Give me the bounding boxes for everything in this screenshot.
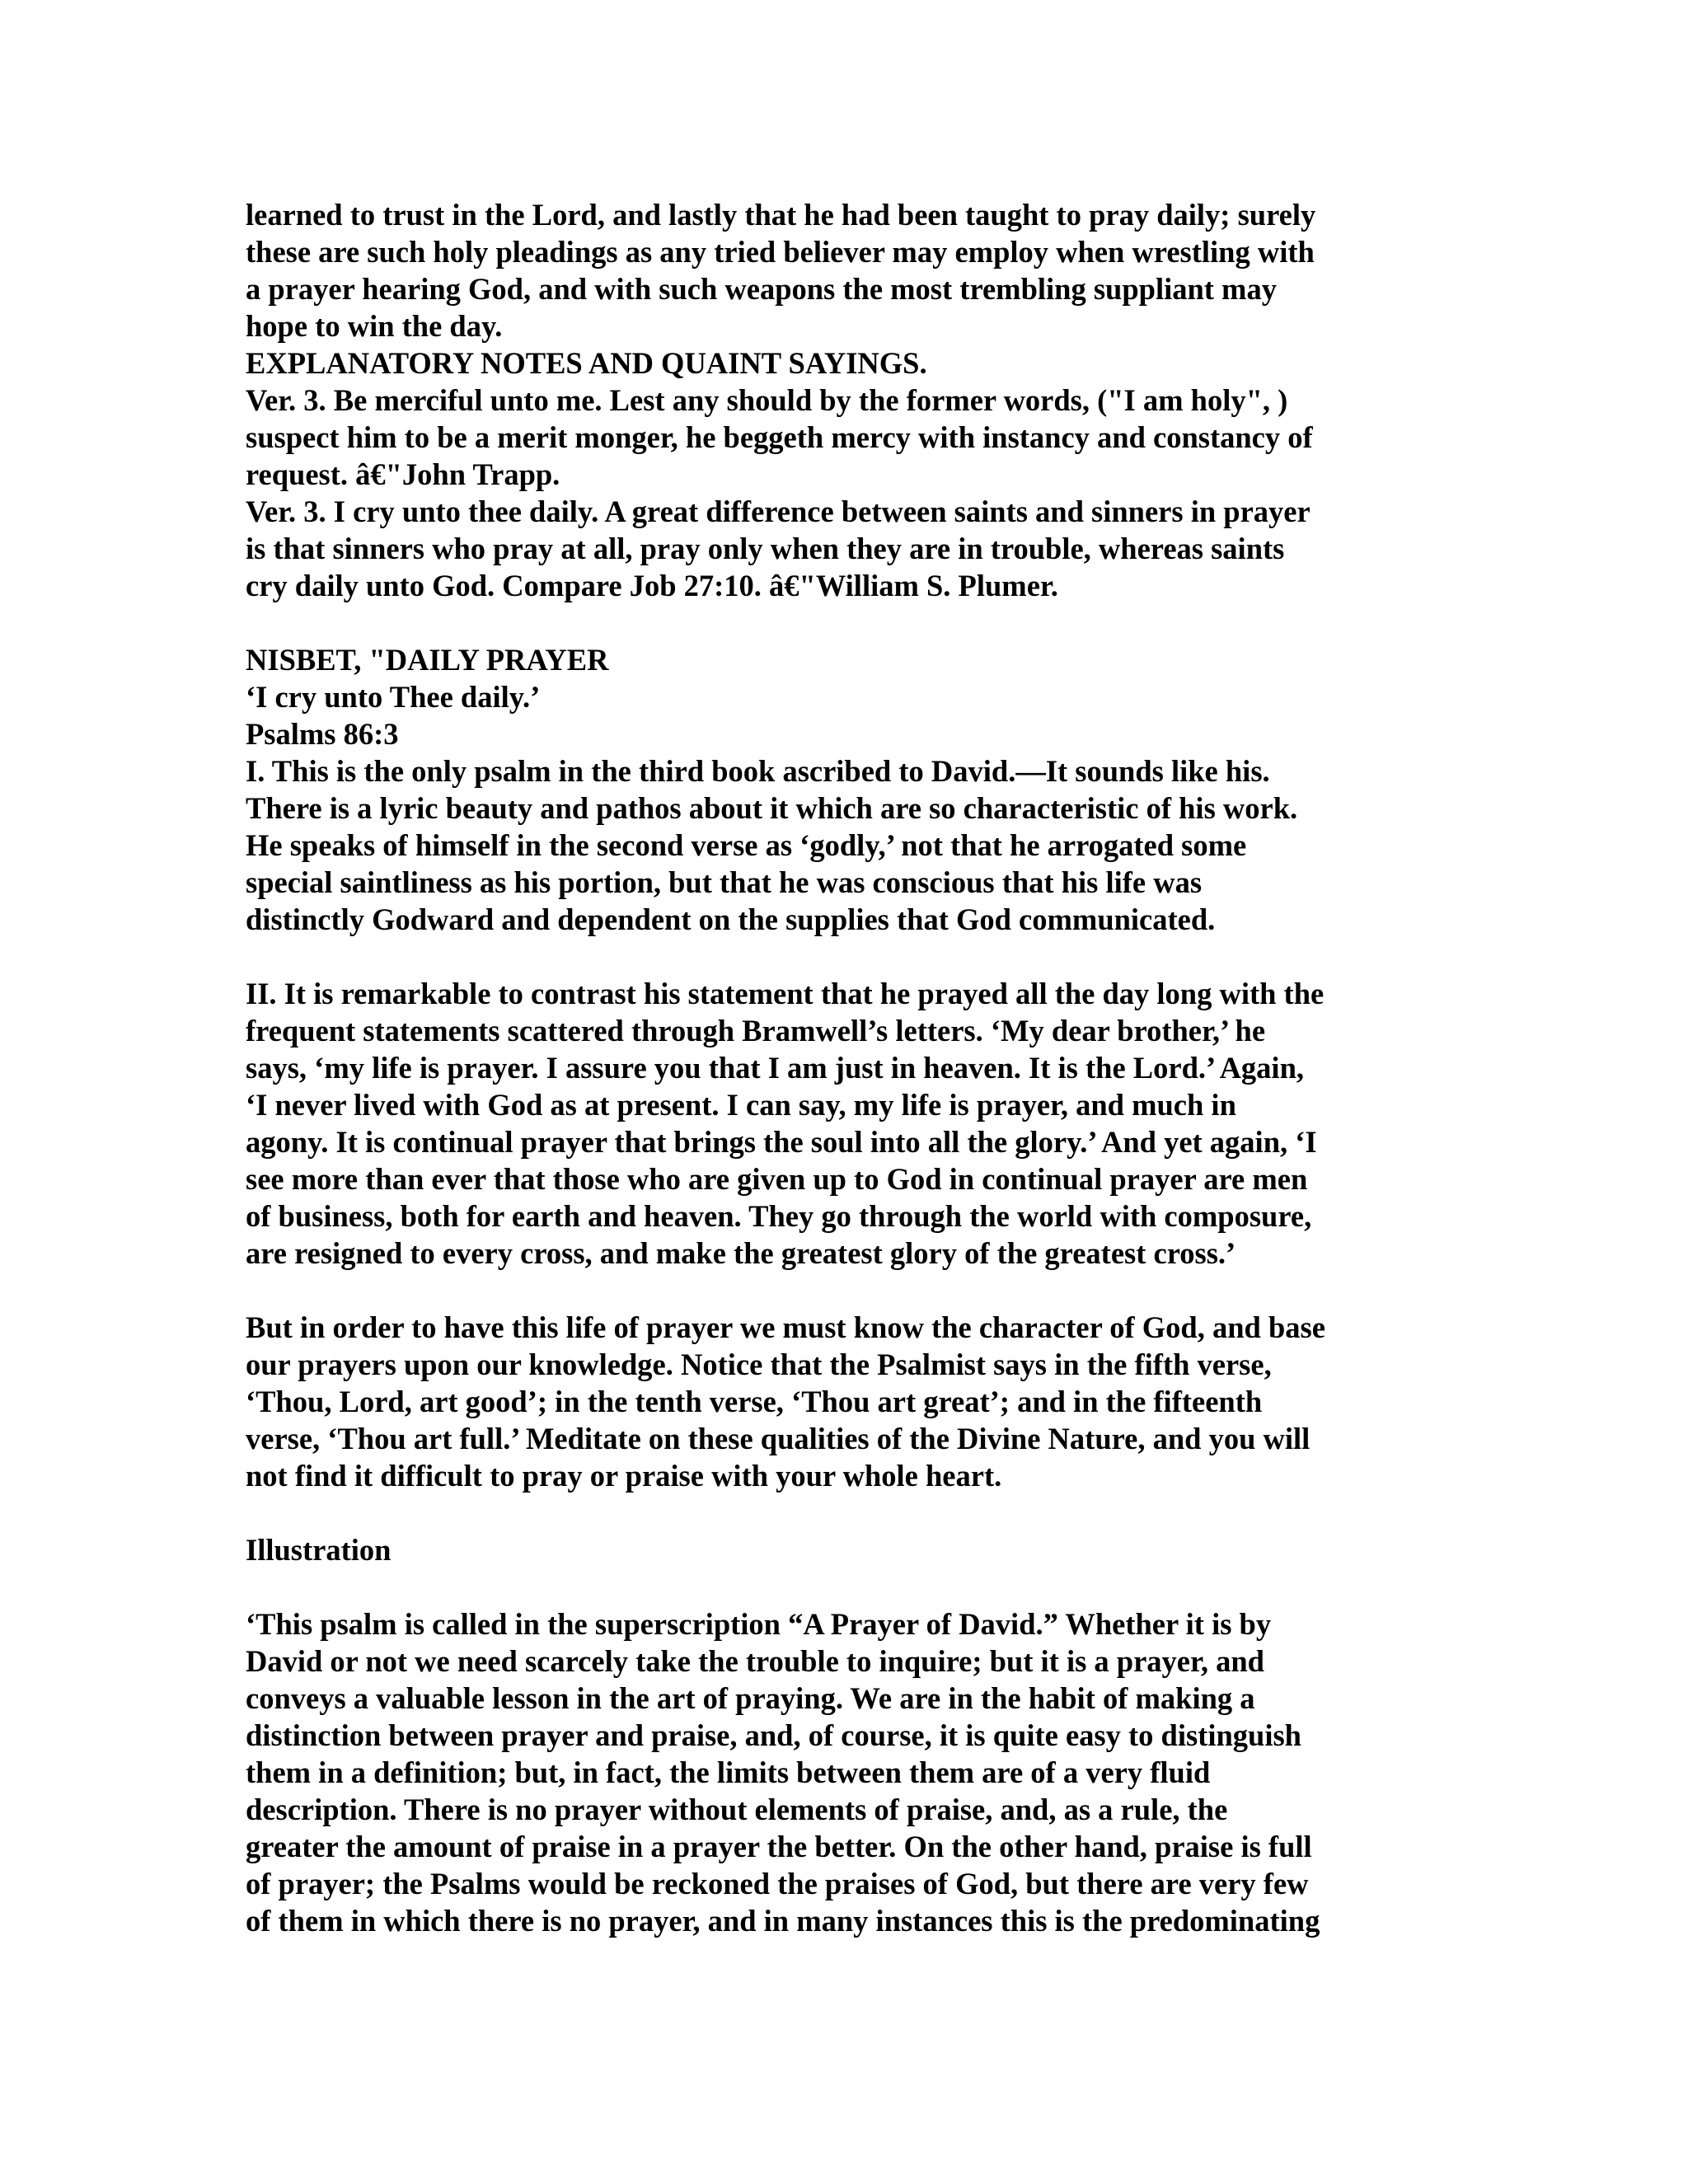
page-text (246, 196, 1432, 1939)
paragraph-two (246, 975, 1432, 1272)
text-line: ‘I cry unto Thee daily.’ (246, 680, 541, 714)
paragraph-intro (246, 196, 1432, 344)
text-line: of business, both for earth and heaven. They go through the world with composure, (246, 1199, 1312, 1233)
text-line: is that sinners who pray at all, pray only when they are in trouble, whereas saints (246, 532, 1285, 565)
paragraph-illustration (246, 1605, 1432, 1939)
nisbet-heading (246, 641, 1432, 752)
text-line: ‘I never lived with God as at present. I can say, my life is prayer, and much in (246, 1088, 1236, 1122)
text-line: He speaks of himself in the second verse as ‘godly,’ not that he arrogated some (246, 828, 1247, 862)
text-line: learned to trust in the Lord, and lastly that he had been taught to pray daily; surely (246, 198, 1316, 232)
text-line: of prayer; the Psalms would be reckoned the praises of God, but there are very few (246, 1867, 1309, 1900)
text-line: agony. It is continual prayer that brings the soul into all the glory.’ And yet again, ‘I (246, 1125, 1317, 1159)
note-trapp (246, 382, 1432, 493)
text-line: David or not we need scarcely take the trouble to inquire; but it is a prayer, and (246, 1644, 1264, 1678)
text-line: conveys a valuable lesson in the art of praying. We are in the habit of making a (246, 1681, 1255, 1715)
text-line: not find it difficult to pray or praise with your whole heart. (246, 1459, 1002, 1493)
paragraph-three (246, 1309, 1432, 1494)
text-line: of them in which there is no prayer, and in many instances this is the predominating (246, 1904, 1320, 1938)
illustration-heading (246, 1531, 1432, 1568)
text-line: Ver. 3. Be merciful unto me. Lest any should by the former words, ("I am holy", ) (246, 383, 1288, 417)
text-line: verse, ‘Thou art full.’ Meditate on these qualities of the Divine Nature, and you will (246, 1422, 1311, 1455)
heading-line: Illustration (246, 1533, 392, 1567)
text-line: distinction between prayer and praise, and, of course, it is quite easy to distinguish (246, 1718, 1301, 1752)
text-line: ‘Thou, Lord, art good’; in the tenth verse, ‘Thou art great’; and in the fifteenth (246, 1385, 1263, 1418)
paragraph-one (246, 752, 1432, 938)
text-line: greater the amount of praise in a prayer the better. On the other hand, praise is full (246, 1830, 1312, 1863)
text-line: hope to win the day. (246, 309, 503, 343)
text-line: But in order to have this life of prayer we must know the character of God, and base (246, 1310, 1325, 1344)
spacer (246, 604, 1432, 641)
text-line: ‘This psalm is called in the superscription “A Prayer of David.” Whether it is by (246, 1607, 1272, 1641)
section-heading (246, 344, 1432, 382)
text-line: I. This is the only psalm in the third book ascribed to David.—It sounds like his. (246, 754, 1270, 788)
text-line: distinctly Godward and dependent on the supplies that God communicated. (246, 902, 1216, 936)
text-line: description. There is no prayer without elements of praise, and, as a rule, the (246, 1793, 1228, 1826)
text-line: frequent statements scattered through Bramwell’s letters. ‘My dear brother,’ he (246, 1014, 1266, 1047)
text-line: special saintliness as his portion, but that he was conscious that his life was (246, 865, 1203, 899)
spacer (246, 1494, 1432, 1531)
note-plumer (246, 493, 1432, 604)
text-line: a prayer hearing God, and with such weapons the most trembling suppliant may (246, 272, 1277, 306)
spacer (246, 938, 1432, 975)
text-line: Ver. 3. I cry unto thee daily. A great difference between saints and sinners in prayer (246, 494, 1311, 528)
text-line: are resigned to every cross, and make the greatest glory of the greatest cross.’ (246, 1236, 1236, 1270)
text-line: There is a lyric beauty and pathos about it which are so characteristic of his work. (246, 791, 1298, 825)
text-line: II. It is remarkable to contrast his statement that he prayed all the day long with the (246, 977, 1325, 1010)
text-line: suspect him to be a merit monger, he beggeth mercy with instancy and constancy of (246, 420, 1313, 454)
text-line: our prayers upon our knowledge. Notice that the Psalmist says in the fifth verse, (246, 1347, 1272, 1381)
heading-line: EXPLANATORY NOTES AND QUAINT SAYINGS. (246, 346, 927, 380)
text-line: them in a definition; but, in fact, the limits between them are of a very fluid (246, 1755, 1211, 1789)
spacer (246, 1272, 1432, 1309)
text-line: Psalms 86:3 (246, 717, 399, 751)
text-line: request. â€"John Trapp. (246, 457, 560, 491)
text-line: see more than ever that those who are given up to God in continual prayer are men (246, 1162, 1308, 1196)
text-line: cry daily unto God. Compare Job 27:10. â€"William S. Plumer. (246, 569, 1058, 602)
heading-line: NISBET, "DAILY PRAYER (246, 643, 609, 677)
text-line: these are such holy pleadings as any tried believer may employ when wrestling with (246, 235, 1315, 269)
spacer (246, 1568, 1432, 1605)
text-line: says, ‘my life is prayer. I assure you that I am just in heaven. It is the Lord.’ Again, (246, 1051, 1304, 1085)
